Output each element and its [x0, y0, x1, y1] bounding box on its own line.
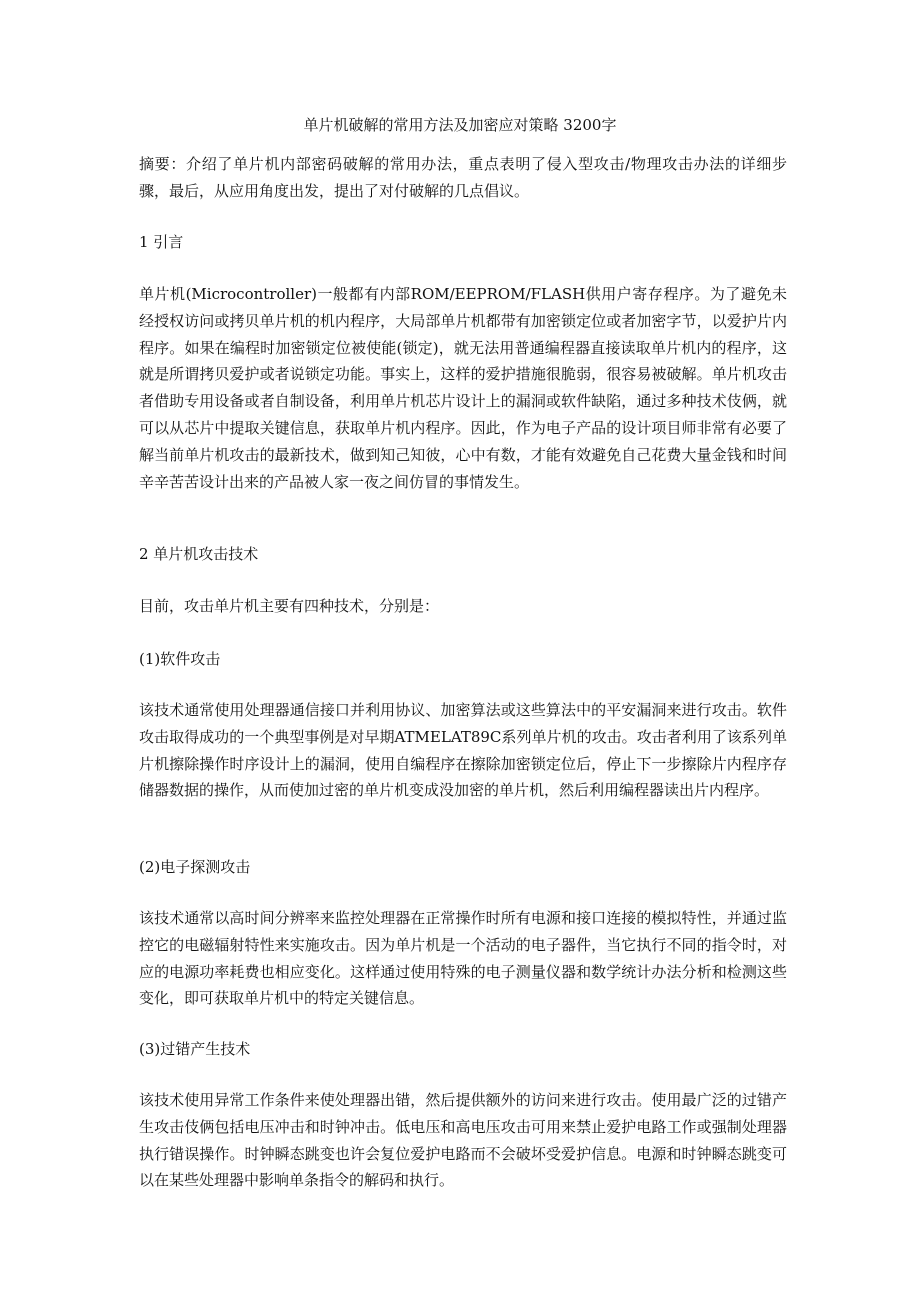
- section-paragraph-attack-techniques: 目前，攻击单片机主要有四种技术，分别是：: [139, 597, 440, 615]
- section-heading-fault-generation: (3)过错产生技术: [139, 1040, 251, 1058]
- section-paragraph-electronic-probe-attack: 该技术通常以高时间分辨率来监控处理器在正常操作时所有电源和接口连接的模拟特性，并通过监控它的电磁辐射特性来实施攻击。因为单片机是一个活动的电子器件，当它执行不同的指令时，对应的电源功率耗费也相应变化。这样通过使用特殊的电子测量仪器和数学统计办法分析和检测这些变化，即可获取单片机中的特定关键信息。: [139, 909, 787, 1008]
- section-heading-software-attack: (1)软件攻击: [139, 650, 221, 668]
- section-heading-attack-techniques: 2 单片机攻击技术: [139, 545, 259, 563]
- section-paragraph-software-attack: 该技术通常使用处理器通信接口并利用协议、加密算法或这些算法中的平安漏洞来进行攻击。软件攻击取得成功的一个典型事例是对早期ATMELAT89C系列单片机的攻击。攻击者利用了该系列单片机擦除操作时序设计上的漏洞，使用自编程序在擦除加密锁定位后，停止下一步擦除片内程序存储器数据的操作，从而使加过密的单片机变成没加密的单片机，然后利用编程器读出片内程序。: [139, 701, 787, 800]
- section-paragraph-fault-generation: 该技术使用异常工作条件来使处理器出错，然后提供额外的访问来进行攻击。使用最广泛的过错产生攻击伎俩包括电压冲击和时钟冲击。低电压和高电压攻击可用来禁止爱护电路工作或强制处理器执行错误操作。时钟瞬态跳变也许会复位爱护电路而不会破坏受爱护信息。电源和时钟瞬态跳变可以在某些处理器中影响单条指令的解码和执行。: [139, 1091, 787, 1190]
- document-title: 单片机破解的常用方法及加密应对策略 3200字: [303, 116, 617, 134]
- abstract-paragraph: 摘要：介绍了单片机内部密码破解的常用办法，重点表明了侵入型攻击/物理攻击办法的详细步骤，最后，从应用角度出发，提出了对付破解的几点倡议。: [139, 155, 787, 200]
- section-heading-introduction: 1 引言: [139, 233, 184, 251]
- section-heading-electronic-probe-attack: (2)电子探测攻击: [139, 858, 251, 876]
- section-paragraph-introduction: 单片机(Microcontroller)一般都有内部ROM/EEPROM/FLASH供用户寄存程序。为了避免未经授权访问或拷贝单片机的机内程序，大局部单片机都带有加密锁定位或者加密字节，以爱护片内程序。如果在编程时加密锁定位被使能(锁定)，就无法用普通编程器直接读取单片机内的程序，这就是所谓拷贝爱护或者说锁定功能。事实上，这样的爱护措施很脆弱，很容易被破解。单片机攻击者借助专用设备或者自制设备，利用单片机芯片设计上的漏洞或软件缺陷，通过多种技术伎俩，就可以从芯片中提取关键信息，获取单片机内程序。因此，作为电子产品的设计项目师非常有必要了解当前单片机攻击的最新技术，做到知己知彼，心中有数，才能有效避免自己花费大量金钱和时间辛辛苦苦设计出来的产品被人家一夜之间仿冒的事情发生。: [139, 285, 787, 491]
